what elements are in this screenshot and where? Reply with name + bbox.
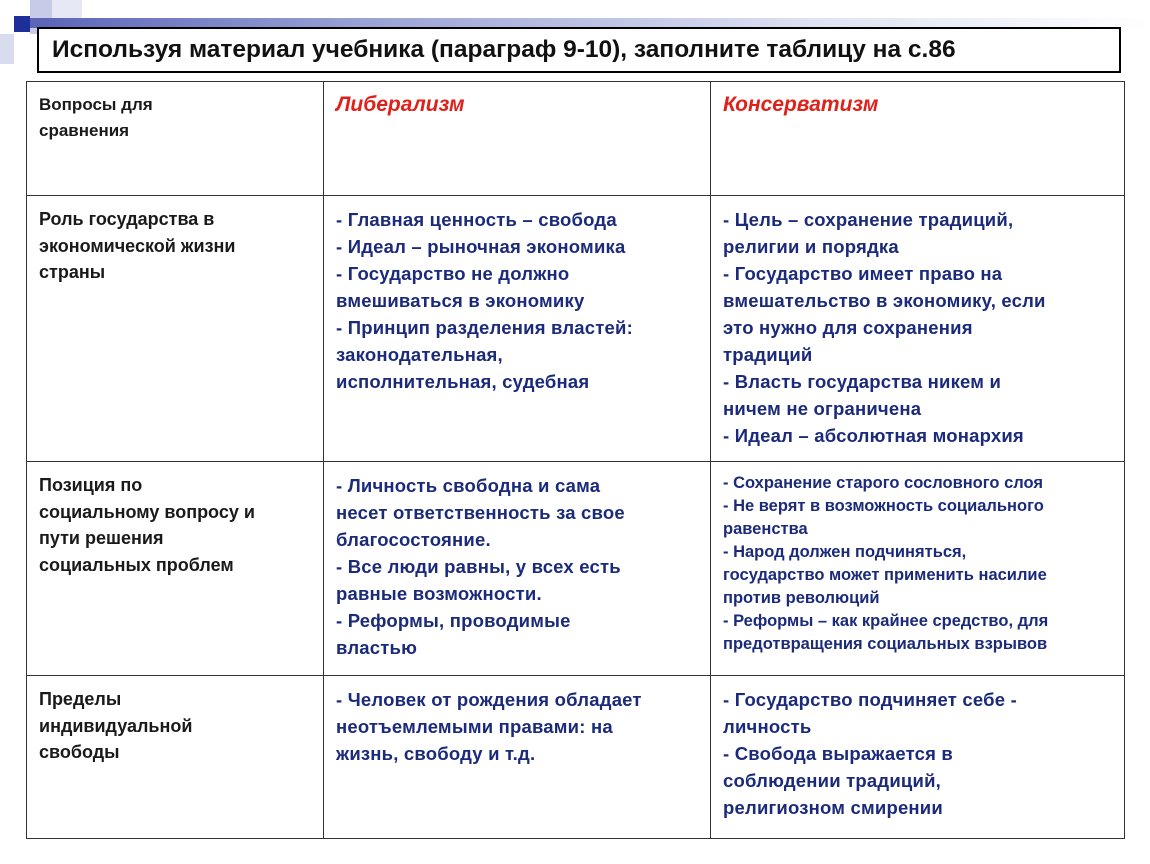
answer-line: против революций — [723, 589, 880, 607]
answer-line: - Цель – сохранение традиций, — [723, 209, 1014, 230]
conservatism-cell — [711, 676, 1125, 839]
question-line: страны — [39, 262, 106, 282]
answer-line: предотвращения социальных взрывов — [723, 635, 1048, 653]
answer-line: - Реформы – как крайнее средство, для — [723, 612, 1049, 630]
question-line: индивидуальной — [39, 715, 193, 736]
answer-line: - Сохранение старого сословного слоя — [723, 474, 1044, 492]
page-title: Используя материал учебника (параграф 9-10), заполните таблицу на с.86 — [37, 27, 1121, 73]
header-conservatism: Консерватизм — [711, 82, 1125, 196]
decor-square-faint — [52, 0, 82, 20]
decor-square-left — [0, 34, 14, 64]
question-line: Позиция по — [39, 475, 143, 495]
answer-line: несет ответственность за свое — [336, 502, 625, 523]
answer-line: - Главная ценность – свобода — [336, 209, 617, 230]
question-line: социальных проблем — [39, 554, 234, 575]
answer-line: благосостояние. — [336, 529, 491, 550]
answer-line: ничем не ограничена — [723, 398, 922, 419]
question-line: Пределы — [39, 689, 122, 709]
answer-line: государство может применить насилие — [723, 566, 1047, 584]
answer-line: - Все люди равны, у всех есть — [336, 556, 621, 577]
table-row-social-question — [27, 462, 1125, 676]
header-questions-line: Вопросы для — [39, 95, 153, 114]
answer-line: - Власть государства никем и — [723, 371, 1002, 392]
answer-line: вмешиваться в экономику — [336, 290, 585, 311]
question-cell — [27, 196, 324, 462]
answer-line: соблюдении традиций, — [723, 770, 941, 791]
answer-line: жизнь, свободу и т.д. — [336, 743, 536, 764]
answer-line: - Государство подчиняет себе - — [723, 689, 1017, 710]
question-line: свободы — [39, 742, 120, 762]
liberalism-cell — [324, 196, 711, 462]
answer-line: религии и порядка — [723, 236, 899, 257]
comparison-table — [26, 81, 1125, 839]
conservatism-cell — [711, 462, 1125, 676]
table-row-individual-freedom — [27, 676, 1125, 839]
question-cell — [27, 676, 324, 839]
answer-line: - Личность свободна и сама — [336, 475, 601, 496]
answer-line: исполнительная, судебная — [336, 371, 590, 392]
liberalism-cell — [324, 462, 711, 676]
answer-line: личность — [723, 716, 812, 737]
header-questions-line: сравнения — [39, 121, 130, 140]
answer-line: неотъемлемыми правами: на — [336, 716, 613, 737]
table-header-row — [27, 82, 1125, 196]
question-line: Роль государства в — [39, 209, 215, 229]
answer-line: - Человек от рождения обладает — [336, 689, 642, 710]
table-row-state-role — [27, 196, 1125, 462]
answer-line: это нужно для сохранения — [723, 317, 973, 338]
answer-line: - Свобода выражается в — [723, 743, 953, 764]
question-line: пути решения — [39, 528, 164, 548]
decor-square-dark — [14, 16, 30, 32]
header-questions-cell — [27, 82, 324, 196]
header-liberalism: Либерализм — [324, 82, 711, 196]
question-cell — [27, 462, 324, 676]
question-line: экономической жизни — [39, 235, 236, 256]
conservatism-cell — [711, 196, 1125, 462]
answer-line: - Идеал – абсолютная монархия — [723, 425, 1024, 446]
answer-line: - Идеал – рыночная экономика — [336, 236, 626, 257]
answer-line: законодательная, — [336, 344, 503, 365]
answer-line: равные возможности. — [336, 583, 542, 604]
question-line: социальному вопросу и — [39, 501, 255, 522]
answer-line: религиозном смирении — [723, 797, 943, 818]
answer-line: - Государство имеет право на — [723, 263, 1003, 284]
answer-line: - Не верят в возможность социального — [723, 497, 1044, 515]
answer-line: вмешательство в экономику, если — [723, 290, 1046, 311]
answer-line: традиций — [723, 344, 813, 365]
answer-line: властью — [336, 637, 418, 658]
answer-line: - Государство не должно — [336, 263, 570, 284]
answer-line: - Принцип разделения властей: — [336, 317, 633, 338]
liberalism-cell — [324, 676, 711, 839]
answer-line: - Народ должен подчиняться, — [723, 543, 967, 561]
answer-line: равенства — [723, 520, 808, 538]
answer-line: - Реформы, проводимые — [336, 610, 571, 631]
